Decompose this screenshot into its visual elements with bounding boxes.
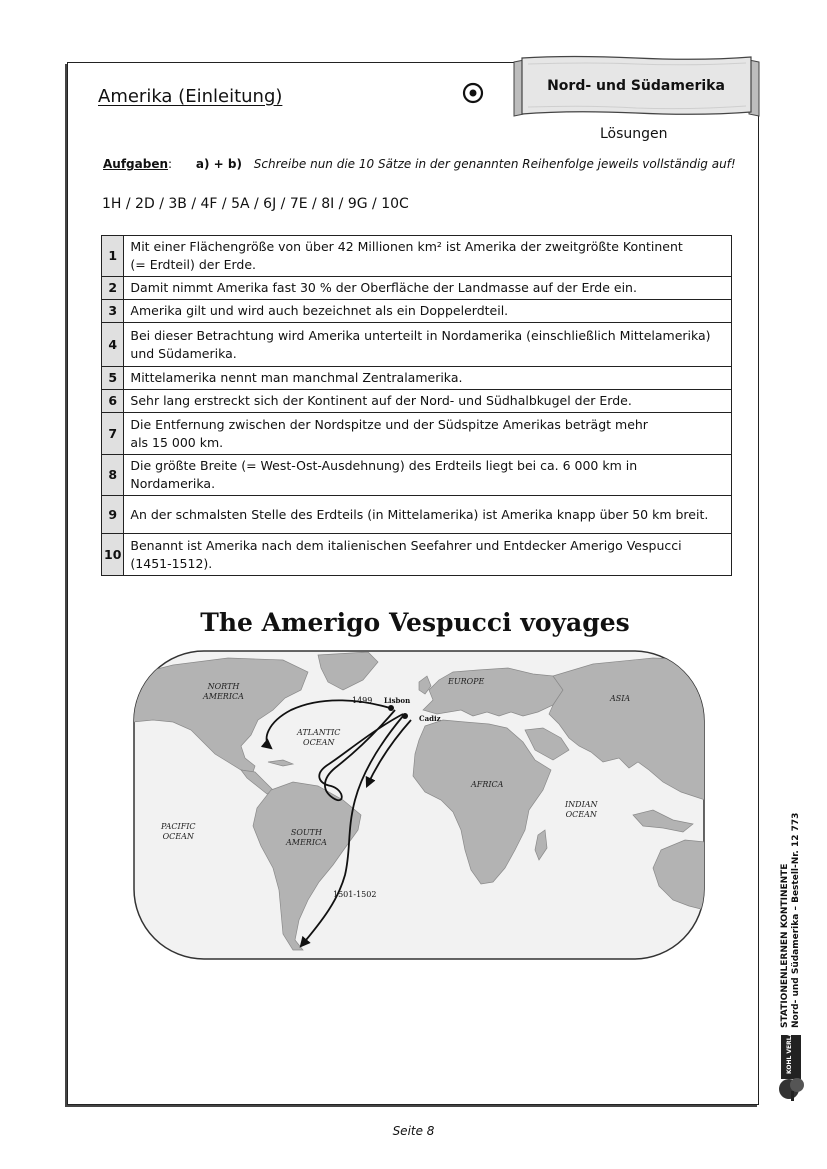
row-text-line: (= Erdteil) der Erde. bbox=[130, 257, 257, 272]
atlantic-ocean-label-line: OCEAN bbox=[303, 738, 335, 747]
banner-title: Nord- und Südamerika bbox=[547, 78, 725, 94]
order-number: Nord- und Südamerika – Bestell-Nr. 12 773 bbox=[791, 812, 801, 1028]
pacific-ocean-label-line: PACIFIC bbox=[161, 822, 196, 831]
row-number: 6 bbox=[102, 390, 124, 413]
africa-label: AFRICA bbox=[471, 780, 504, 789]
table-row bbox=[102, 323, 732, 367]
row-text-line: als 15 000 km. bbox=[130, 434, 224, 450]
task-colon: : bbox=[168, 157, 173, 171]
answer-sequence: 1H / 2D / 3B / 4F / 5A / 6J / 7E / 8I / 9G / 10C bbox=[102, 196, 409, 212]
voyage-1499-label: 1499 bbox=[352, 696, 373, 705]
table-row bbox=[102, 277, 732, 300]
row-number: 10 bbox=[102, 534, 124, 576]
row-number: 5 bbox=[102, 367, 124, 390]
north-america-label-line: AMERICA bbox=[203, 692, 244, 701]
side-caption bbox=[780, 768, 802, 1028]
atlantic-ocean-label-line: ATLANTIC bbox=[297, 728, 341, 737]
row-text: An der schmalsten Stelle des Erdteils (in Mittelamerika) ist Amerika knapp über 50 km breit. bbox=[124, 496, 732, 534]
indian-ocean-label-line: OCEAN bbox=[565, 810, 597, 819]
voyage-1501-label: 1501-1502 bbox=[333, 890, 377, 899]
solution-table bbox=[101, 235, 732, 576]
target-icon bbox=[462, 82, 484, 104]
table-row bbox=[102, 413, 732, 455]
row-number: 8 bbox=[102, 455, 124, 496]
lisbon-label: Lisbon bbox=[384, 696, 411, 705]
row-number: 1 bbox=[102, 236, 124, 277]
page-number: Seite 8 bbox=[392, 1124, 435, 1138]
task-label: Aufgaben bbox=[103, 157, 169, 171]
south-america-label-line: AMERICA bbox=[286, 838, 327, 847]
table-row bbox=[102, 236, 732, 277]
row-text-line: (1451-1512). bbox=[130, 555, 213, 571]
task-line bbox=[103, 157, 743, 171]
south-america-label bbox=[286, 828, 327, 848]
row-text: Die größte Breite (= West-Ost-Ausdehnung) des Erdteils liegt bei ca. 6 000 km in Nordamerika. bbox=[124, 455, 732, 496]
row-text: Mittelamerika nennt man manchmal Zentralamerika. bbox=[124, 367, 732, 390]
table-row bbox=[102, 496, 732, 534]
page-title: Amerika (Einleitung) bbox=[98, 86, 283, 107]
row-text-line: Benannt ist Amerika nach dem italienischen Seefahrer und Entdecker Amerigo Vespucci bbox=[130, 537, 682, 553]
table-row bbox=[102, 534, 732, 576]
row-text-line: und Südamerika. bbox=[130, 345, 237, 361]
row-number: 7 bbox=[102, 413, 124, 455]
row-text: Amerika gilt und wird auch bezeichnet als ein Doppelerdteil. bbox=[124, 300, 732, 323]
table-row bbox=[102, 300, 732, 323]
indian-ocean-label-line: INDIAN bbox=[565, 800, 598, 809]
publisher-name: KOHL VERLAG bbox=[786, 1026, 793, 1074]
task-instruction: Schreibe nun die 10 Sätze in der genannten Reihenfolge jeweils vollständig auf! bbox=[253, 157, 736, 171]
row-text bbox=[124, 413, 732, 455]
row-text bbox=[124, 534, 732, 576]
row-number: 4 bbox=[102, 323, 124, 367]
row-number: 2 bbox=[102, 277, 124, 300]
map-title: The Amerigo Vespucci voyages bbox=[200, 608, 630, 637]
south-america-label-line: SOUTH bbox=[290, 828, 322, 837]
asia-label: ASIA bbox=[610, 694, 631, 703]
solutions-subtitle: Lösungen bbox=[600, 126, 668, 142]
pacific-ocean-label bbox=[161, 822, 196, 842]
series-title: STATIONENLERNEN KONTINENTE bbox=[780, 863, 790, 1028]
pacific-ocean-label-line: OCEAN bbox=[162, 832, 194, 841]
row-text-line: Bei dieser Betrachtung wird Amerika unterteilt in Nordamerika (einschließlich Mittelamerika) bbox=[130, 327, 711, 343]
indian-ocean-label bbox=[565, 800, 598, 820]
row-number: 9 bbox=[102, 496, 124, 534]
row-text bbox=[124, 323, 732, 367]
north-america-label-line: NORTH bbox=[207, 682, 240, 691]
lisbon-marker-icon bbox=[388, 705, 394, 711]
atlantic-ocean-label bbox=[297, 728, 340, 748]
table-row bbox=[102, 367, 732, 390]
north-america-label bbox=[203, 682, 244, 702]
europe-label: EUROPE bbox=[448, 677, 485, 686]
table-row bbox=[102, 390, 732, 413]
table-row bbox=[102, 455, 732, 496]
cadiz-label: Cadiz bbox=[419, 714, 441, 723]
cadiz-marker-icon bbox=[402, 713, 408, 719]
voyage-map bbox=[133, 650, 705, 960]
row-text-line: Die Entfernung zwischen der Nordspitze und der Südspitze Amerikas beträgt mehr bbox=[130, 416, 648, 432]
row-text-line: Mit einer Flächengröße von über 42 Millionen km² ist Amerika der zweitgrößte Kontinent bbox=[130, 239, 683, 254]
row-number: 3 bbox=[102, 300, 124, 323]
row-text bbox=[124, 236, 732, 277]
row-text: Sehr lang erstreckt sich der Kontinent auf der Nord- und Südhalbkugel der Erde. bbox=[124, 390, 732, 413]
row-text: Damit nimmt Amerika fast 30 % der Oberfläche der Landmasse auf der Erde ein. bbox=[124, 277, 732, 300]
task-parts: a) + b) bbox=[195, 157, 242, 171]
